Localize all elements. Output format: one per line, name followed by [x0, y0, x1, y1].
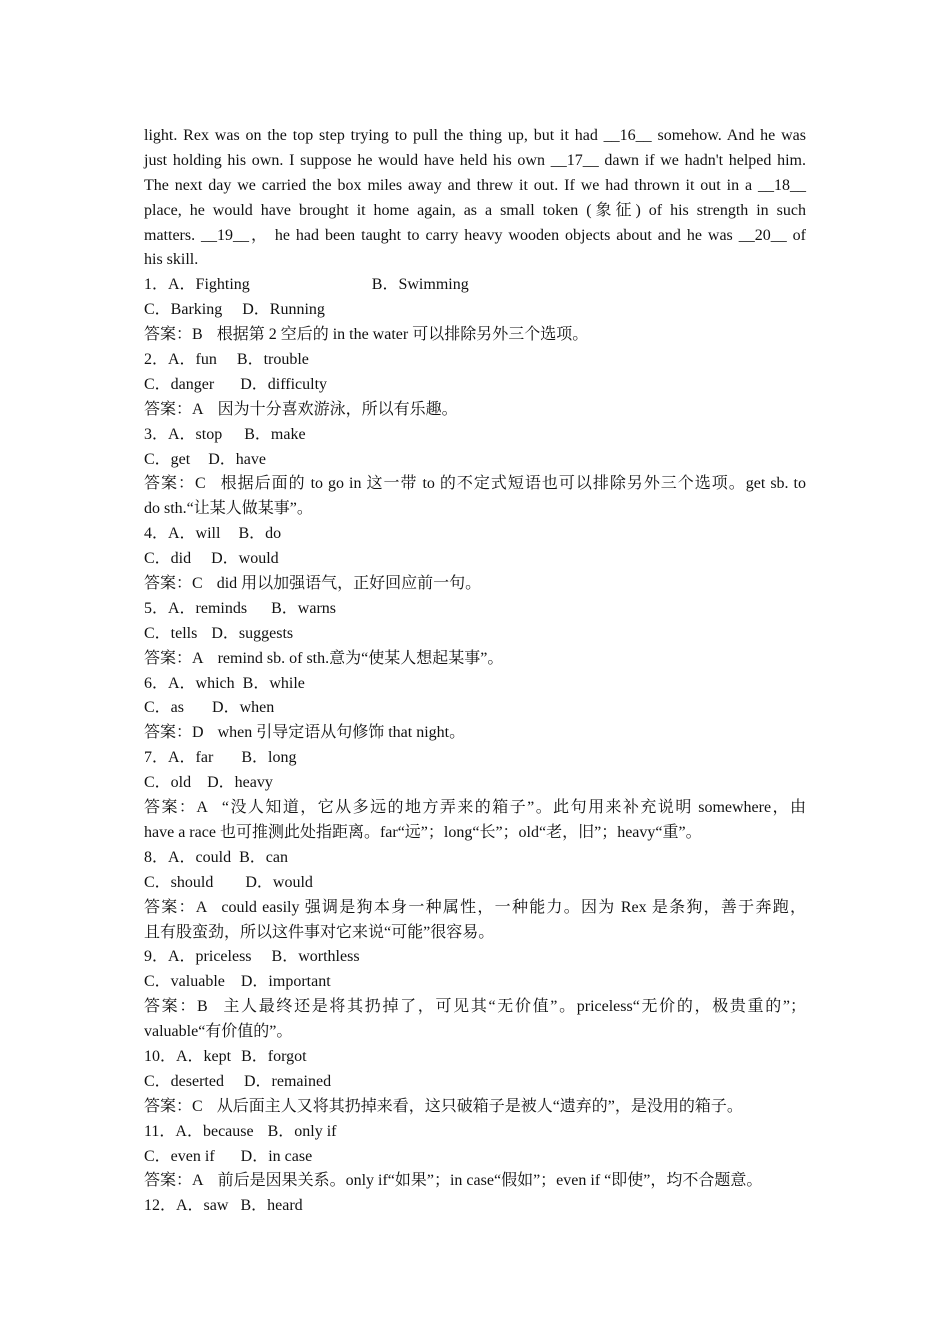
answer-label: 答案：C — [144, 575, 203, 593]
option-c: C．Barking — [144, 301, 223, 319]
question-item — [144, 348, 806, 423]
options-row-cd — [144, 771, 806, 796]
options-row-cd — [144, 373, 806, 398]
option-d: D．remained — [243, 1072, 332, 1090]
options-row-ab — [144, 672, 806, 697]
passage — [144, 124, 806, 273]
options-row-ab — [144, 746, 806, 771]
answer-line — [144, 398, 806, 423]
answer-label: 答案：C — [144, 475, 206, 493]
option-c: C．should — [144, 873, 214, 891]
answer-line — [144, 647, 806, 672]
option-d: D．in case — [240, 1147, 313, 1165]
option-a: 4．A．will — [144, 525, 221, 543]
option-d: D．would — [245, 873, 313, 891]
option-a: 8．A．could — [144, 848, 232, 866]
answer-label: 答案：D — [144, 724, 204, 742]
option-a: 9．A．priceless — [144, 948, 252, 966]
option-b: B．forgot — [241, 1047, 307, 1065]
options-row-ab — [144, 846, 806, 871]
answer-line: have a race 也可推测此处指距离。far“远”；long“长”；old“老，旧”；heavy“重”。 — [144, 823, 702, 841]
answer-explanation: 根据后面的 to go in 这一带 to 的不定式短语也可以排除另外三个选项。get sb. to — [219, 475, 806, 493]
option-d: D．important — [240, 973, 331, 991]
question-item — [144, 746, 806, 846]
answer-explanation: 主人最终还是将其扔掉了，可见其“无价值”。priceless“无价的，极贵重的”； — [221, 998, 806, 1016]
options-row-cd — [144, 622, 806, 647]
answer-label: 答案：A — [144, 400, 204, 418]
question-item — [144, 945, 806, 1045]
passage-line: matters. __19__， he had been taught to carry heavy wooden objects about and he was __20__ of — [144, 226, 806, 244]
option-c: C．even if — [144, 1147, 215, 1165]
option-d: D．difficulty — [240, 375, 328, 393]
option-a: 12．A．saw — [144, 1197, 229, 1215]
answer-label: 答案：B — [144, 998, 208, 1016]
options-row-cd — [144, 696, 806, 721]
option-c: C．as — [144, 699, 185, 717]
option-b: B．do — [238, 525, 282, 543]
option-d: D．would — [211, 550, 279, 568]
answer-label: 答案：A — [144, 1172, 204, 1190]
options-row-ab — [144, 522, 806, 547]
answer-explanation: 前后是因果关系。only if“如果”；in case“假如”；even if “即使”，均不合题意。 — [217, 1172, 763, 1190]
answer-line — [144, 896, 806, 921]
answer-line — [144, 721, 806, 746]
answer-line — [144, 796, 806, 821]
options-row-cd — [144, 547, 806, 572]
answer-line — [144, 995, 806, 1020]
answer-label: 答案：B — [144, 326, 203, 344]
options-row-ab — [144, 1120, 806, 1145]
question-item — [144, 522, 806, 597]
question-item — [144, 597, 806, 672]
answer-explanation: when 引导定语从句修饰 that night。 — [217, 724, 466, 742]
option-b: B．can — [239, 848, 288, 866]
options-row-ab — [144, 348, 806, 373]
answer-label: 答案：A — [144, 649, 204, 667]
passage-line: The next day we carried the box miles away and threw it out. If we had thrown it out in a __18__ — [144, 176, 806, 194]
option-b: B．make — [244, 425, 306, 443]
answer-explanation: “没人知道，它从多远的地方弄来的箱子”。此句用来补充说明 somewhere，由 — [221, 799, 806, 817]
answer-line — [144, 572, 806, 597]
options-row-ab — [144, 273, 806, 298]
passage-line: light. Rex was on the top step trying to pull the thing up, but it had __16__ somehow. And he was — [144, 127, 806, 144]
option-c: C．danger — [144, 375, 215, 393]
option-d: D．Running — [242, 301, 325, 319]
passage-line: his skill. — [144, 251, 199, 269]
option-a: 10．A．kept — [144, 1047, 232, 1065]
option-b: B．worthless — [271, 948, 360, 966]
passage-line: just holding his own. I suppose he would have held his own __17__ dawn if we hadn't helped him. — [144, 151, 806, 169]
options-row-ab — [144, 423, 806, 448]
options-row-cd — [144, 298, 806, 323]
option-a: 3．A．stop — [144, 425, 223, 443]
answer-explanation: could easily 强调是狗本身一种属性，一种能力。因为 Rex 是条狗，善于奔跑， — [221, 898, 806, 916]
option-a: 11．A．because — [144, 1122, 254, 1140]
option-a: 6．A．which — [144, 674, 235, 692]
option-d: D．suggests — [211, 624, 294, 642]
option-b: B．heard — [240, 1197, 303, 1215]
answer-line: 且有股蛮劲，所以这件事对它来说“可能”很容易。 — [144, 923, 495, 941]
question-item — [144, 1045, 806, 1120]
answer-line — [144, 1095, 806, 1120]
option-c: C．deserted — [144, 1072, 224, 1090]
option-a: 7．A．far — [144, 749, 214, 767]
option-c: C．did — [144, 550, 192, 568]
question-item — [144, 1120, 806, 1195]
option-c: C．valuable — [144, 973, 225, 991]
question-item — [144, 672, 806, 747]
answer-line — [144, 1169, 806, 1194]
options-row-cd — [144, 1070, 806, 1095]
answer-line: valuable“有价值的”。 — [144, 1023, 293, 1041]
answer-line — [144, 472, 806, 497]
options-row-cd — [144, 1145, 806, 1170]
answer-explanation: did 用以加强语气，正好回应前一句。 — [216, 575, 482, 593]
answer-label: 答案：A — [144, 898, 208, 916]
option-b: B．while — [242, 674, 305, 692]
option-b: B．only if — [267, 1122, 337, 1140]
document-page — [144, 124, 806, 1219]
question-item — [144, 273, 806, 348]
question-list — [144, 273, 806, 1219]
option-b: B．long — [241, 749, 297, 767]
options-row-ab — [144, 945, 806, 970]
option-d: D．heavy — [207, 774, 273, 792]
option-b: B．warns — [271, 599, 336, 617]
answer-line — [144, 323, 806, 348]
options-row-cd — [144, 448, 806, 473]
option-c: C．old — [144, 774, 192, 792]
passage-line: place, he would have brought it home again, as a small token (象征) of his strength in such — [144, 201, 806, 219]
option-a: 1．A．Fighting — [144, 276, 250, 294]
option-a: 2．A．fun — [144, 351, 217, 369]
answer-label: 答案：A — [144, 799, 208, 817]
option-d: D．when — [212, 699, 275, 717]
options-row-cd — [144, 871, 806, 896]
answer-explanation: remind sb. of sth.意为“使某人想起某事”。 — [217, 649, 504, 667]
options-row-ab — [144, 1045, 806, 1070]
option-b: B．trouble — [236, 351, 309, 369]
options-row-ab — [144, 597, 806, 622]
answer-explanation: 根据第 2 空后的 in the water 可以排除另外三个选项。 — [216, 326, 589, 344]
question-item — [144, 423, 806, 523]
options-row-ab — [144, 1194, 806, 1219]
option-d: D．have — [208, 450, 266, 468]
option-a: 5．A．reminds — [144, 599, 248, 617]
option-c: C．tells — [144, 624, 198, 642]
answer-explanation: 因为十分喜欢游泳，所以有乐趣。 — [217, 400, 458, 418]
option-c: C．get — [144, 450, 191, 468]
answer-explanation: 从后面主人又将其扔掉来看，这只破箱子是被人“遗弃的”，是没用的箱子。 — [216, 1097, 743, 1115]
question-item — [144, 1194, 806, 1219]
question-item — [144, 846, 806, 946]
answer-line: do sth.“让某人做某事”。 — [144, 500, 313, 518]
answer-label: 答案：C — [144, 1097, 203, 1115]
options-row-cd — [144, 970, 806, 995]
option-b: B．Swimming — [371, 276, 469, 294]
